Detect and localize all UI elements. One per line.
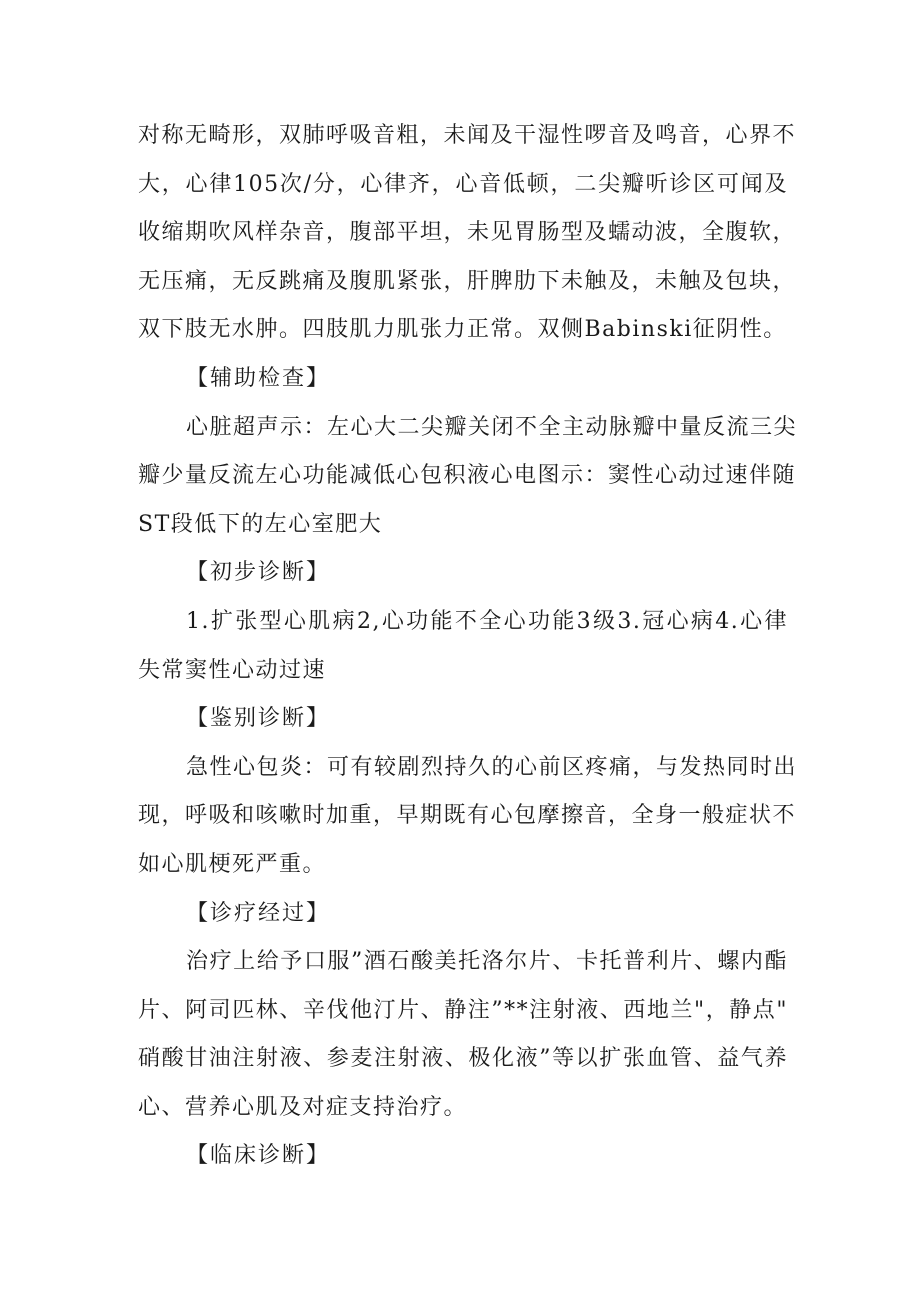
exam-text-line-5: 双下肢无水肿。四肢肌力肌张力正常。双侧Babinski征阴性。: [138, 317, 787, 343]
exam-text-line-1: 对称无畸形，双肺呼吸音粗，未闻及干湿性啰音及鸣音，心界不: [138, 123, 797, 148]
treatment-course-line-1: 治疗上给予口服”酒石酸美托洛尔片、卡托普利片、螺内酯: [186, 949, 788, 975]
preliminary-diagnosis-line-1: 1.扩张型心肌病2,心功能不全心功能3级3.冠心病4.心律: [186, 608, 788, 634]
differential-diagnosis-line-3: 如心肌梗死严重。: [138, 851, 327, 877]
section-heading-auxiliary-exam: 【辅助检查】: [186, 365, 331, 391]
treatment-course-line-2: 片、阿司匹林、辛伐他汀片、静注”**注射液、西地兰"，静点": [138, 997, 788, 1023]
exam-text-line-3: 收缩期吹风样杂音，腹部平坦，未见胃肠型及蠕动波，全腹软，: [138, 220, 797, 246]
exam-text-line-4: 无压痛，无反跳痛及腹肌紧张，肝脾肋下未触及，未触及包块，: [138, 268, 797, 294]
auxiliary-exam-line-3: ST段低下的左心室肥大: [138, 511, 383, 537]
treatment-course-line-4: 心、营养心肌及对症支持治疗。: [138, 1094, 468, 1120]
preliminary-diagnosis-line-2: 失常窦性心动过速: [138, 657, 327, 683]
differential-diagnosis-line-2: 现，呼吸和咳嗽时加重，早期既有心包摩擦音，全身一般症状不: [138, 803, 797, 829]
section-heading-differential-diagnosis: 【鉴别诊断】: [186, 706, 331, 732]
exam-text-line-2: 大，心律105次/分，心律齐，心音低顿，二尖瓣听诊区可闻及: [138, 171, 788, 197]
differential-diagnosis-line-1: 急性心包炎：可有较剧烈持久的心前区疼痛，与发热同时出: [186, 754, 798, 780]
auxiliary-exam-line-1: 心脏超声示：左心大二尖瓣关闭不全主动脉瓣中量反流三尖: [186, 414, 798, 440]
auxiliary-exam-line-2: 瓣少量反流左心功能减低心包积液心电图示：窦性心动过速伴随: [138, 463, 797, 489]
document-page: [138, 112, 798, 1181]
section-heading-clinical-diagnosis: 【临床诊断】: [186, 1143, 331, 1169]
section-heading-preliminary-diagnosis: 【初步诊断】: [186, 560, 331, 586]
treatment-course-line-3: 硝酸甘油注射液、参麦注射液、极化液”等以扩张血管、益气养: [138, 1046, 788, 1072]
section-heading-treatment-course: 【诊疗经过】: [186, 900, 331, 926]
